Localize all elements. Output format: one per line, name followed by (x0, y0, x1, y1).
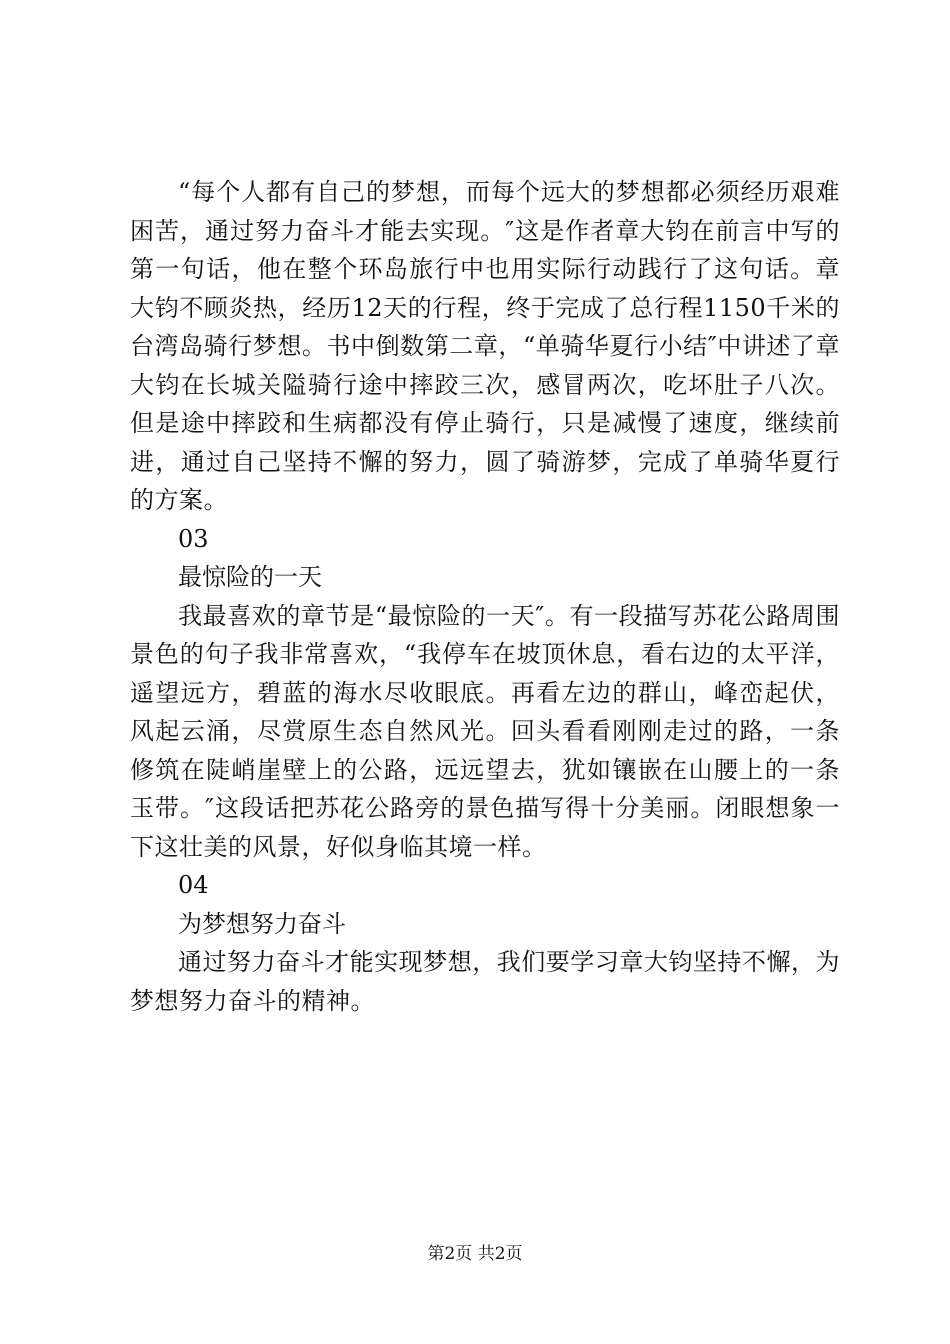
section-title-strive-for-dream: 为梦想努力奋斗 (178, 909, 346, 938)
page-number-footer: 第2页 共2页 (427, 1244, 523, 1264)
paragraph-conclusion: 通过努力奋斗才能实现梦想，我们要学习章大钧坚持不懈，为梦想努力奋斗的精神。 (130, 948, 840, 1015)
section-title-most-thrilling-day: 最惊险的一天 (178, 563, 322, 591)
section-number-04: 04 (178, 871, 209, 899)
paragraph-dream-quote: “每个人都有自己的梦想，而每个远大的梦想都必须经历艰难困苦，通过努力奋斗才能去实现。″这是作者章大钧在前言中写的第一句话，他在整个环岛旅行中也用实际行动践行了这句话。章大钧不顾炎热，经历12天的行程，终于完成了总行程1150千米的台湾岛骑行梦想。书中倒数第二章，“单骑华夏行小结″中讲述了章大钧在长城关隘骑行途中摔跤三次，感冒两次，吃坏肚子八次。但是途中摔跤和生病都没有停止骑行，只是减慢了速度，继续前进，通过自己坚持不懈的努力，圆了骑游梦，完成了单骑华夏行的方案。 (130, 178, 840, 514)
paragraph-suhua-highway: 我最喜欢的章节是“最惊险的一天″。有一段描写苏花公路周围景色的句子我非常喜欢，“我停车在坡顶休息，看右边的太平洋，遥望远方，碧蓝的海水尽收眼底。再看左边的群山，峰峦起伏，风起云涌，尽赏原生态自然风光。回头看看刚刚走过的路，一条修筑在陡峭崖壁上的公路，远远望去，犹如镶嵌在山腰上的一条玉带。″这段话把苏花公路旁的景色描写得十分美丽。闭眼想象一下这壮美的风景，好似身临其境一样。 (130, 601, 840, 861)
section-number-03: 03 (178, 524, 209, 553)
document-body (130, 173, 840, 1020)
